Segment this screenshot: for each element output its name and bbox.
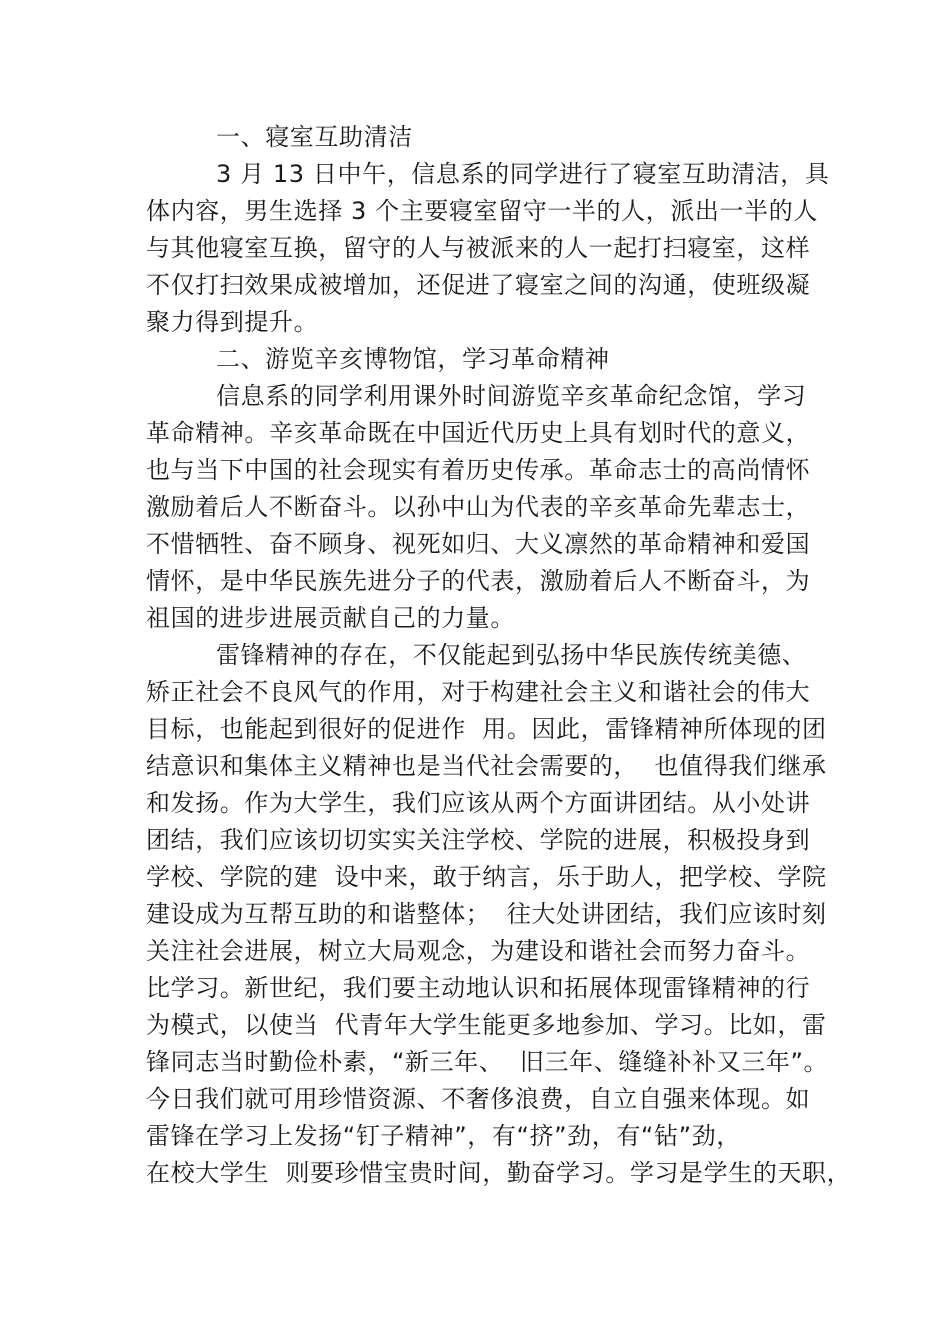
paragraph-line: 雷锋在学习上发扬“钉子精神”，有“挤”劲，有“钻”劲，: [146, 1122, 741, 1150]
heading-dorm-cleaning: 一、寝室互助清洁: [216, 123, 413, 151]
paragraph-line: 不惜牺牲、奋不顾身、视死如归、大义凛然的革命精神和爱国: [146, 530, 811, 558]
paragraph-line: 与其他寝室互换，留守的人与被派来的人一起打扫寝室，这样: [146, 234, 811, 262]
paragraph-line: 为模式，以使当 代青年大学生能更多地参加、学习。比如，雷: [146, 1011, 827, 1039]
paragraph-line: 3 月 13 日中午，信息系的同学进行了寝室互助清洁，具: [216, 160, 830, 188]
paragraph-line: 关注社会进展，树立大局观念，为建设和谐社会而努力奋斗。: [146, 937, 811, 965]
paragraph-line: 祖国的进步进展贡献自己的力量。: [146, 604, 515, 632]
paragraph-line: 结意识和集体主义精神也是当代社会需要的， 也值得我们继承: [146, 752, 827, 780]
paragraph-line: 今日我们就可用珍惜资源、不奢侈浪费，自立自强来体现。如: [146, 1085, 811, 1113]
paragraph-line: 体内容，男生选择 3 个主要寝室留守一半的人，派出一半的人: [146, 197, 818, 225]
heading-museum-visit: 二、游览辛亥博物馆，学习革命精神: [216, 345, 610, 373]
paragraph-line: 和发扬。作为大学生，我们应该从两个方面讲团结。从小处讲: [146, 789, 811, 817]
paragraph-line: 革命精神。辛亥革命既在中国近代历史上具有划时代的意义，: [146, 419, 811, 447]
paragraph-line: 比学习。新世纪，我们要主动地认识和拓展体现雷锋精神的行: [146, 974, 811, 1002]
paragraph-line: 激励着后人不断奋斗。以孙中山为代表的辛亥革命先辈志士，: [146, 493, 811, 521]
paragraph-line: 矫正社会不良风气的作用，对于构建社会主义和谐社会的伟大: [146, 678, 811, 706]
paragraph-line: 锋同志当时勤俭朴素，“新三年、 旧三年、缝缝补补又三年”。: [146, 1048, 829, 1076]
paragraph-line: 在校大学生 则要珍惜宝贵时间，勤奋学习。学习是学生的天职，: [146, 1159, 852, 1187]
paragraph-line: 也与当下中国的社会现实有着历史传承。革命志士的高尚情怀: [146, 456, 811, 484]
paragraph-line: 建设成为互帮互助的和谐整体； 往大处讲团结，我们应该时刻: [146, 900, 827, 928]
paragraph-line: 学校、学院的建 设中来，敢于纳言，乐于助人，把学校、学院: [146, 863, 827, 891]
paragraph-line: 目标，也能起到很好的促进作 用。因此，雷锋精神所体现的团: [146, 715, 827, 743]
paragraph-line: 团结，我们应该切切实实关注学校、学院的进展，积极投身到: [146, 826, 811, 854]
paragraph-line: 信息系的同学利用课外时间游览辛亥革命纪念馆，学习: [216, 382, 807, 410]
paragraph-line: 情怀，是中华民族先进分子的代表，激励着后人不断奋斗，为: [146, 567, 811, 595]
paragraph-line: 不仅打扫效果成被增加，还促进了寝室之间的沟通，使班级凝: [146, 271, 811, 299]
paragraph-line: 聚力得到提升。: [146, 308, 319, 336]
paragraph-line: 雷锋精神的存在，不仅能起到弘扬中华民族传统美德、: [216, 641, 807, 669]
